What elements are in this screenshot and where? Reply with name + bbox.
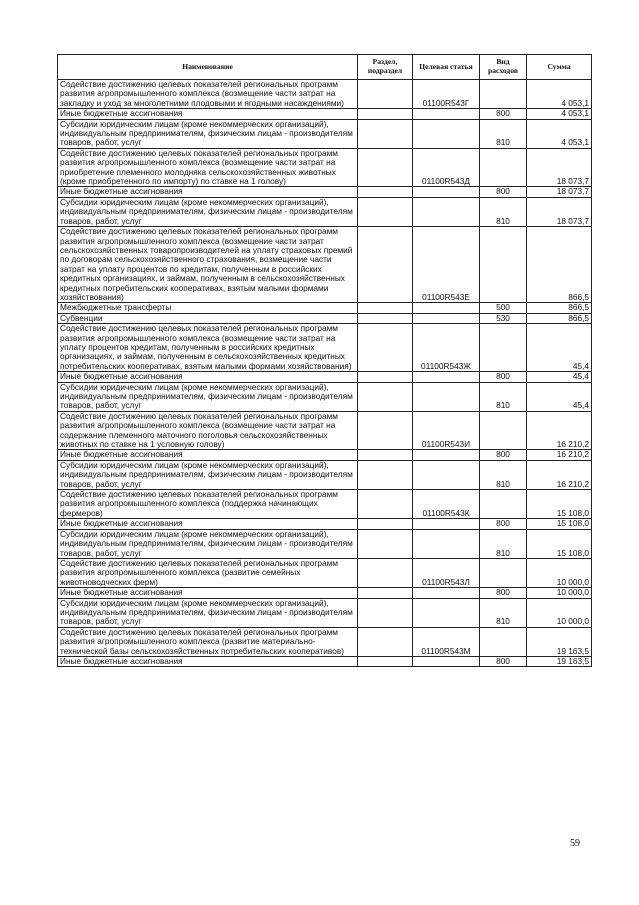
table-row (58, 313, 592, 323)
cell-section (358, 490, 413, 519)
cell-section (358, 187, 413, 197)
table-row (58, 450, 592, 460)
cell-expense-type: 810 (480, 529, 527, 558)
cell-expense-type (480, 148, 527, 187)
cell-expense-type: 810 (480, 119, 527, 148)
table-row (58, 656, 592, 666)
cell-section (358, 303, 413, 313)
cell-section (358, 460, 413, 489)
cell-amount: 18 073,7 (527, 148, 592, 187)
cell-section (358, 529, 413, 558)
table-row (58, 529, 592, 558)
cell-section (358, 519, 413, 529)
cell-name: Содействие достижению целевых показателей региональных программ развития агропромышленного комплекса (возмещение части затрат на приобретение племенного молодняка сельскохозяйственных животных (кроме приобретенного по импорту) по ставке на 1 голову) (58, 148, 358, 187)
cell-name: Иные бюджетные ассигнования (58, 109, 358, 119)
cell-article: 01100R543И (413, 411, 480, 450)
cell-amount: 18 073,7 (527, 187, 592, 197)
cell-amount: 15 108,0 (527, 490, 592, 519)
table-row (58, 197, 592, 226)
cell-expense-type (480, 558, 527, 587)
cell-name: Иные бюджетные ассигнования (58, 450, 358, 460)
cell-section (358, 119, 413, 148)
cell-section (358, 227, 413, 303)
cell-name: Иные бюджетные ассигнования (58, 519, 358, 529)
cell-expense-type (480, 627, 527, 656)
cell-name: Содействие достижению целевых показателей региональных программ развития агропромышленного комплекса (возмещение части затрат на содержание племенного маточного поголовья сельскохозяйственных животных по ставке на 1 условную голову) (58, 411, 358, 450)
cell-name: Иные бюджетные ассигнования (58, 372, 358, 382)
cell-expense-type: 810 (480, 460, 527, 489)
table-row (58, 119, 592, 148)
cell-article (413, 460, 480, 489)
cell-name: Иные бюджетные ассигнования (58, 187, 358, 197)
cell-section (358, 411, 413, 450)
cell-expense-type (480, 324, 527, 372)
cell-section (358, 197, 413, 226)
cell-expense-type: 800 (480, 450, 527, 460)
cell-name: Содействие достижению целевых показателей региональных программ развития агропромышленного комплекса (возмещение части затрат на закладку и уход за многолетними плодовыми и ягодными насаждениями) (58, 80, 358, 109)
cell-name: Субсидии юридическим лицам (кроме некоммерческих организаций), индивидуальным предпринимателям, физическим лицам - производителям товаров, работ, услуг (58, 382, 358, 411)
cell-amount: 19 163,5 (527, 656, 592, 666)
cell-name: Иные бюджетные ассигнования (58, 656, 358, 666)
cell-amount: 10 000,0 (527, 598, 592, 627)
page-number: 59 (570, 838, 580, 849)
cell-article: 01100R543Г (413, 80, 480, 109)
cell-name: Содействие достижению целевых показателей региональных программ развития агропромышленного комплекса (возмещение части затрат на уплату процентов кредитам, полученным в российских кредитных организациях, и займам, полученным в сельскохозяйственных кредитных потребительских кооперативах, взятым малыми формами хозяйствования) (58, 324, 358, 372)
cell-amount: 10 000,0 (527, 558, 592, 587)
cell-name: Содействие достижению целевых показателей региональных программ развития агропромышленного комплекса (развитие семейных животноводческих ферм) (58, 558, 358, 587)
cell-section (358, 656, 413, 666)
table-row (58, 80, 592, 109)
table-row (58, 598, 592, 627)
cell-section (358, 324, 413, 372)
table-row (58, 588, 592, 598)
cell-amount: 16 210,2 (527, 450, 592, 460)
cell-article (413, 450, 480, 460)
cell-article: 01100R543Ж (413, 324, 480, 372)
cell-section (358, 627, 413, 656)
table-row (58, 460, 592, 489)
cell-amount: 4 053,1 (527, 80, 592, 109)
cell-section (358, 598, 413, 627)
cell-expense-type: 810 (480, 382, 527, 411)
table-row (58, 627, 592, 656)
cell-section (358, 558, 413, 587)
cell-name: Содействие достижению целевых показателей региональных программ развития агропромышленного комплекса (поддержка начинающих фермеров) (58, 490, 358, 519)
cell-expense-type: 810 (480, 598, 527, 627)
cell-name: Содействие достижению целевых показателей региональных программ развития агропромышленного комплекса (возмещение части затрат сельскохозяйственных товаропроизводителей на уплату страховых премий по договорам сельскохозяйственного страхования, возмещение части затрат на уплату процентов по кредитам, полученным в российских кредитных организациях, и займам, полученным в сельскохозяйственных кредитных потребительских кооперативах, взятым малыми формами хозяйствования) (58, 227, 358, 303)
budget-table (57, 54, 592, 667)
table-row (58, 558, 592, 587)
cell-expense-type: 800 (480, 187, 527, 197)
cell-expense-type (480, 227, 527, 303)
header-amount: Сумма (527, 55, 592, 80)
cell-section (358, 109, 413, 119)
cell-name: Субсидии юридическим лицам (кроме некоммерческих организаций), индивидуальным предпринимателям, физическим лицам - производителям товаров, работ, услуг (58, 529, 358, 558)
table-header-row (58, 55, 592, 80)
cell-amount: 45,4 (527, 382, 592, 411)
cell-article (413, 656, 480, 666)
cell-article (413, 197, 480, 226)
cell-amount: 866,5 (527, 303, 592, 313)
cell-expense-type: 800 (480, 109, 527, 119)
cell-amount: 45,4 (527, 324, 592, 372)
cell-amount: 15 108,0 (527, 519, 592, 529)
table-row (58, 227, 592, 303)
cell-section (358, 313, 413, 323)
cell-amount: 19 163,5 (527, 627, 592, 656)
cell-article (413, 303, 480, 313)
cell-expense-type: 800 (480, 519, 527, 529)
cell-amount: 16 210,2 (527, 460, 592, 489)
cell-amount: 866,5 (527, 227, 592, 303)
cell-name: Содействие достижению целевых показателей региональных программ развития агропромышленного комплекса (развитие материально-технической базы сельскохозяйственных потребительских кооперативов) (58, 627, 358, 656)
table-row (58, 148, 592, 187)
header-name: Наименование (58, 55, 358, 80)
table-row (58, 519, 592, 529)
table-row (58, 490, 592, 519)
cell-amount: 18 073,7 (527, 197, 592, 226)
header-article: Целевая статья (413, 55, 480, 80)
cell-amount: 10 000,0 (527, 588, 592, 598)
cell-name: Субвенции (58, 313, 358, 323)
header-expense-type: Вид расходов (480, 55, 527, 80)
cell-article: 01100R543Д (413, 148, 480, 187)
cell-article (413, 529, 480, 558)
cell-name: Субсидии юридическим лицам (кроме некоммерческих организаций), индивидуальным предпринимателям, физическим лицам - производителям товаров, работ, услуг (58, 197, 358, 226)
table-row (58, 372, 592, 382)
cell-name: Межбюджетные трансферты (58, 303, 358, 313)
cell-section (358, 450, 413, 460)
cell-article (413, 119, 480, 148)
cell-section (358, 148, 413, 187)
cell-expense-type: 810 (480, 197, 527, 226)
table-row (58, 303, 592, 313)
table-row (58, 411, 592, 450)
cell-article (413, 598, 480, 627)
header-section: Раздел, подраздел (358, 55, 413, 80)
cell-article (413, 313, 480, 323)
cell-expense-type: 800 (480, 656, 527, 666)
cell-amount: 16 210,2 (527, 411, 592, 450)
cell-article: 01100R543К (413, 490, 480, 519)
table-row (58, 324, 592, 372)
cell-section (358, 588, 413, 598)
cell-article (413, 519, 480, 529)
cell-article (413, 372, 480, 382)
budget-page (57, 54, 592, 667)
cell-section (358, 80, 413, 109)
cell-article (413, 382, 480, 411)
table-row (58, 109, 592, 119)
cell-article: 01100R543Е (413, 227, 480, 303)
table-row (58, 187, 592, 197)
cell-expense-type: 530 (480, 313, 527, 323)
cell-expense-type: 500 (480, 303, 527, 313)
cell-name: Субсидии юридическим лицам (кроме некоммерческих организаций), индивидуальным предпринимателям, физическим лицам - производителям товаров, работ, услуг (58, 460, 358, 489)
cell-name: Субсидии юридическим лицам (кроме некоммерческих организаций), индивидуальным предпринимателям, физическим лицам - производителям товаров, работ, услуг (58, 598, 358, 627)
cell-amount: 45,4 (527, 372, 592, 382)
cell-article (413, 588, 480, 598)
cell-name: Субсидии юридическим лицам (кроме некоммерческих организаций), индивидуальным предпринимателям, физическим лицам - производителям товаров, работ, услуг (58, 119, 358, 148)
cell-article: 01100R543Л (413, 558, 480, 587)
cell-amount: 4 053,1 (527, 119, 592, 148)
cell-name: Иные бюджетные ассигнования (58, 588, 358, 598)
table-row (58, 382, 592, 411)
cell-expense-type: 800 (480, 372, 527, 382)
cell-expense-type (480, 80, 527, 109)
cell-expense-type (480, 490, 527, 519)
cell-section (358, 372, 413, 382)
cell-article (413, 109, 480, 119)
cell-article (413, 187, 480, 197)
cell-section (358, 382, 413, 411)
cell-amount: 866,5 (527, 313, 592, 323)
cell-expense-type (480, 411, 527, 450)
cell-amount: 15 108,0 (527, 529, 592, 558)
cell-amount: 4 053,1 (527, 109, 592, 119)
cell-article: 01100R543М (413, 627, 480, 656)
cell-expense-type: 800 (480, 588, 527, 598)
